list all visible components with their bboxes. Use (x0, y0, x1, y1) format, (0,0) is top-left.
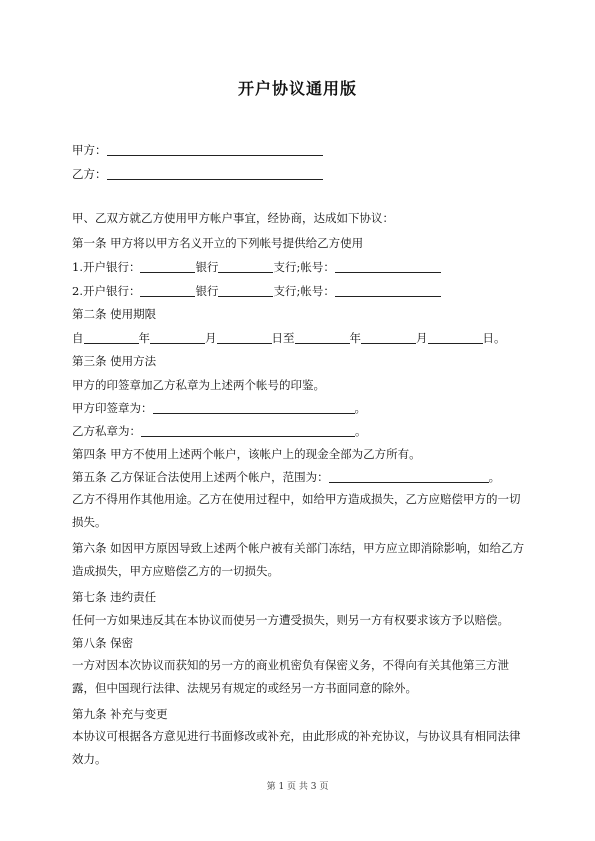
page-footer: 第 1 页 共 3 页 (266, 782, 329, 792)
account-1-branch-blank[interactable] (218, 260, 273, 273)
article-2-heading: 第二条 使用期限 (72, 307, 157, 321)
start-day-blank[interactable] (217, 331, 272, 344)
intro-text: 甲、乙双方就乙方使用甲方帐户事宜，经协商，达成如下协议： (72, 211, 394, 225)
seal-b-label: 乙方私章为： (72, 424, 141, 438)
period-month2-label: 月 (416, 331, 428, 345)
end-day-blank[interactable] (428, 331, 483, 344)
seal-a-end: 。 (354, 401, 366, 415)
party-a-label: 甲方： (72, 143, 107, 157)
period-year2-label: 年 (349, 331, 361, 345)
account-1-bank-blank[interactable] (140, 260, 195, 273)
start-year-blank[interactable] (84, 331, 139, 344)
period-month-label: 月 (205, 331, 217, 345)
account-2-bank-label: 银行 (195, 284, 219, 298)
article-7-text: 任何一方如果违反其在本协议而使另一方遭受损失，则另一方有权要求该方予以赔偿。 (72, 613, 509, 627)
seal-b-blank[interactable] (141, 424, 355, 437)
article-9-heading: 第九条 补充与变更 (72, 707, 168, 721)
account-1-bank-label: 银行 (195, 260, 219, 274)
account-2-prefix: 2.开户银行： (72, 284, 141, 298)
period-to-label: 日至 (271, 331, 295, 345)
usage-scope-blank[interactable] (329, 470, 489, 483)
account-2-line (72, 283, 441, 299)
period-from-label: 自 (72, 331, 84, 345)
end-year-blank[interactable] (295, 331, 350, 344)
period-year-label: 年 (138, 331, 150, 345)
page-title: 开户协议通用版 (237, 79, 357, 98)
seal-b-line (72, 423, 367, 439)
article-8-heading: 第八条 保密 (72, 636, 134, 650)
account-1-prefix: 1.开户银行： (72, 260, 141, 274)
article-3-text: 甲方的印签章加乙方私章为上述两个帐号的印鉴。 (72, 378, 325, 392)
account-1-number-blank[interactable] (335, 260, 441, 273)
account-2-number-blank[interactable] (335, 284, 441, 297)
seal-b-end: 。 (355, 424, 367, 438)
seal-a-line (72, 400, 366, 416)
article-7-heading: 第七条 违约责任 (72, 590, 157, 604)
seal-a-label: 甲方印签章为： (72, 401, 153, 415)
article-6: 第六条 如因甲方原因导致上述两个帐户被有关部门冻结，甲方应立即消除影响，如给乙方造成损失，甲方应赔偿乙方的一切损失。 (72, 541, 525, 578)
account-2-bank-blank[interactable] (140, 284, 195, 297)
account-1-branch-label: 支行;帐号： (273, 260, 335, 274)
account-2-branch-label: 支行;帐号： (273, 284, 335, 298)
article-1-heading: 第一条 甲方将以甲方名义开立的下列帐号提供给乙方使用 (72, 236, 364, 250)
article-5-continuation: 乙方不得用作其他用途。乙方在使用过程中，如给甲方造成损失，乙方应赔偿甲方的一切损失。 (72, 492, 521, 529)
article-5-end: 。 (488, 470, 501, 484)
article-3-heading: 第三条 使用方法 (72, 354, 157, 368)
party-b-blank[interactable] (107, 167, 323, 180)
article-9-text: 本协议可根据各方意见进行书面修改或补充，由此形成的补充协议，与协议具有相同法律效力。 (72, 729, 521, 766)
party-a-line (72, 142, 323, 158)
party-b-label: 乙方： (72, 167, 107, 181)
party-b-line (72, 166, 323, 182)
seal-a-blank[interactable] (153, 401, 355, 414)
article-5-line (72, 469, 500, 485)
period-line (72, 330, 506, 346)
end-month-blank[interactable] (361, 331, 416, 344)
account-2-branch-blank[interactable] (218, 284, 273, 297)
article-8-text: 一方对因本次协议而获知的另一方的商业机密负有保密义务，不得向有关其他第三方泄露，但中国现行法律、法规另有规定的或经另一方书面同意的除外。 (72, 658, 509, 695)
article-5-text: 第五条 乙方保证合法使用上述两个帐户，范围为： (72, 470, 329, 484)
start-month-blank[interactable] (150, 331, 205, 344)
party-a-blank[interactable] (107, 143, 323, 156)
period-end-label: 日。 (482, 331, 506, 345)
article-4: 第四条 甲方不使用上述两个帐户，该帐户上的现金全部为乙方所有。 (72, 447, 421, 461)
account-1-line (72, 259, 441, 275)
